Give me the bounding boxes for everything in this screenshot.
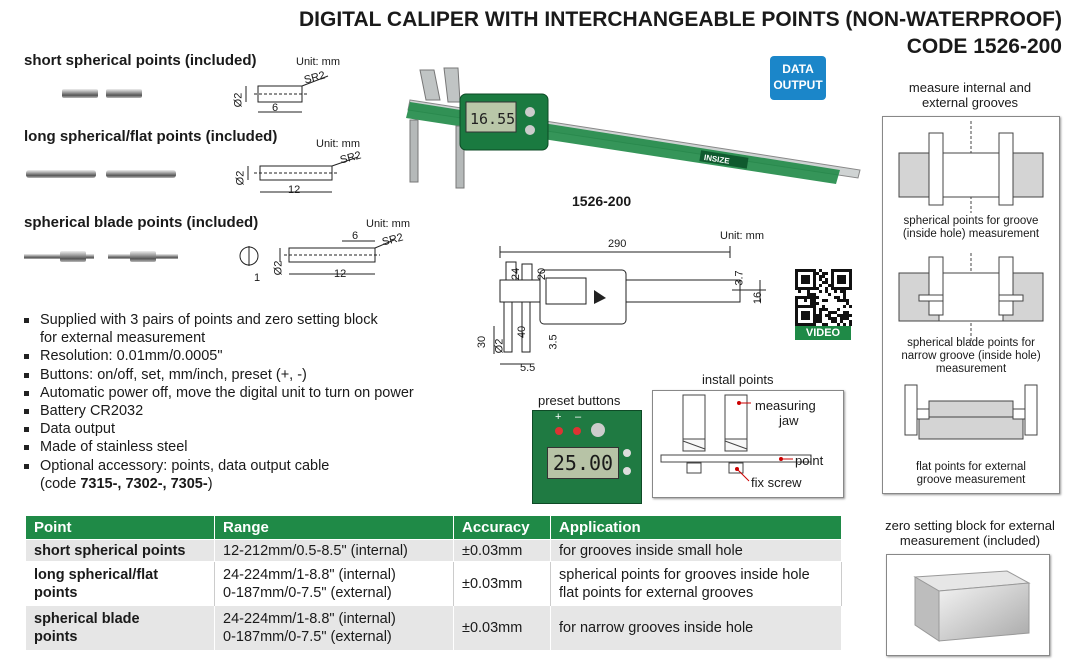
- lock-knob: [591, 423, 605, 437]
- jaw-depth-dim: 40: [516, 325, 529, 339]
- cell-accuracy: ±0.03mm: [454, 562, 551, 606]
- diameter-dim: Ø2: [493, 338, 506, 354]
- minus-label: –: [575, 411, 582, 423]
- unit-label: Unit: mm: [720, 230, 764, 242]
- blade-points-image: [20, 246, 190, 266]
- preset-buttons-image: [532, 410, 642, 504]
- feature-item: Data output: [20, 420, 500, 438]
- install-points-panel: [652, 390, 844, 498]
- groove-caption-1: spherical points for groove (inside hole) measurement: [902, 215, 1040, 240]
- table-row: [26, 540, 842, 562]
- length-dim: 290: [608, 238, 627, 250]
- plus-button[interactable]: [555, 427, 563, 435]
- length-dim: 12: [288, 184, 301, 196]
- groove-caption-2: spherical blade points for narrow groove (inside hole) measurement: [901, 337, 1041, 375]
- offset-dim: 5.5: [520, 362, 536, 374]
- width-dim: 16: [752, 291, 765, 305]
- jaw-width-dim: 3.5: [547, 334, 560, 350]
- video-label[interactable]: VIDEO: [795, 326, 851, 340]
- spec-table: [26, 516, 842, 650]
- jaw-dim: 20: [536, 267, 549, 281]
- zero-block-title: zero setting block for external measurement (included): [885, 518, 1055, 548]
- cell-point: spherical blade points: [26, 606, 215, 650]
- feature-list: [20, 311, 500, 493]
- feature-item: Battery CR2032: [20, 402, 500, 420]
- preset-lcd: 25.00: [547, 447, 619, 479]
- cell-point: short spherical points: [26, 540, 215, 562]
- diameter-dim: Ø2: [232, 92, 245, 108]
- long-points-image: [22, 164, 182, 184]
- install-title: install points: [702, 372, 774, 387]
- thickness-dim: 1: [254, 272, 261, 284]
- thickness-dim: 3.7: [733, 270, 746, 286]
- brand-logo: INSIZE: [703, 152, 731, 166]
- col-header-accuracy: Accuracy: [454, 516, 551, 540]
- grooves-panel: [882, 116, 1060, 494]
- caliper-technical-drawing: [470, 242, 780, 377]
- groove-caption-3: flat points for external groove measurement: [916, 461, 1026, 486]
- short-points-drawing: [228, 72, 368, 124]
- cell-range: 12-212mm/0.5-8.5" (internal): [215, 540, 454, 562]
- feature-item: Automatic power off, move the digital unit to turn on power: [20, 384, 500, 402]
- side-button: [623, 449, 631, 457]
- cell-range: 24-224mm/1-8.8" (internal) 0-187mm/0-7.5" (external): [215, 562, 454, 606]
- short-points-heading: short spherical points (included): [24, 52, 257, 69]
- sr2-dim: SR2: [338, 149, 363, 167]
- length-dim: 6: [272, 102, 279, 114]
- model-label: 1526-200: [572, 193, 632, 209]
- sr2-dim: SR2: [380, 231, 405, 249]
- label-jaw: jaw: [779, 413, 799, 428]
- feature-item: Buttons: on/off, set, mm/inch, preset (+, -): [20, 366, 500, 384]
- side-button: [623, 467, 631, 475]
- long-points-heading: long spherical/flat points (included): [24, 128, 278, 145]
- jaw-dim: 24: [510, 267, 523, 281]
- cell-application: spherical points for grooves inside hole flat points for external grooves: [551, 562, 842, 606]
- col-header-application: Application: [551, 516, 842, 540]
- plus-label: +: [555, 411, 562, 423]
- cell-range: 24-224mm/1-8.8" (internal) 0-187mm/0-7.5" (external): [215, 606, 454, 650]
- table-row: [26, 606, 842, 650]
- feature-item: Resolution: 0.01mm/0.0005": [20, 347, 500, 365]
- zero-block-panel: [886, 554, 1050, 656]
- cell-point: long spherical/flat points: [26, 562, 215, 606]
- unit-label: Unit: mm: [316, 138, 360, 150]
- label-point: point: [795, 453, 824, 468]
- col-header-range: Range: [215, 516, 454, 540]
- data-output-badge: DATA OUTPUT: [770, 56, 826, 100]
- sr2-dim: SR2: [302, 69, 327, 87]
- short-points-image: [58, 84, 148, 104]
- feature-item: Optional accessory: points, data output cable (code 7315-, 7302-, 7305-): [20, 457, 500, 493]
- cell-accuracy: ±0.03mm: [454, 606, 551, 650]
- grooves-title: measure internal and external grooves: [908, 80, 1032, 110]
- feature-item: Made of stainless steel: [20, 438, 500, 456]
- jaw-depth-dim: 30: [476, 335, 489, 349]
- preset-title: preset buttons: [538, 393, 621, 408]
- page-title: DIGITAL CALIPER WITH INTERCHANGEABLE POINTS (NON-WATERPROOF): [299, 8, 1062, 31]
- minus-button[interactable]: [573, 427, 581, 435]
- qr-code[interactable]: [794, 268, 852, 326]
- product-code: CODE 1526-200: [906, 35, 1062, 58]
- feature-item: Supplied with 3 pairs of points and zero setting block for external measurement: [20, 311, 500, 347]
- table-row: [26, 562, 842, 606]
- length-dim: 12: [334, 268, 347, 280]
- cell-application: for narrow grooves inside hole: [551, 606, 842, 650]
- cell-accuracy: ±0.03mm: [454, 540, 551, 562]
- diameter-dim: Ø2: [272, 260, 285, 276]
- label-fix-screw: fix screw: [751, 475, 802, 490]
- label-measuring: measuring: [755, 398, 816, 413]
- blade-length-dim: 6: [352, 230, 359, 242]
- unit-label: Unit: mm: [366, 218, 410, 230]
- lcd-reading: 16.55: [470, 110, 516, 128]
- unit-label: Unit: mm: [296, 56, 340, 68]
- col-header-point: Point: [26, 516, 215, 540]
- diameter-dim: Ø2: [234, 170, 247, 186]
- cell-application: for grooves inside small hole: [551, 540, 842, 562]
- blade-points-heading: spherical blade points (included): [24, 214, 259, 231]
